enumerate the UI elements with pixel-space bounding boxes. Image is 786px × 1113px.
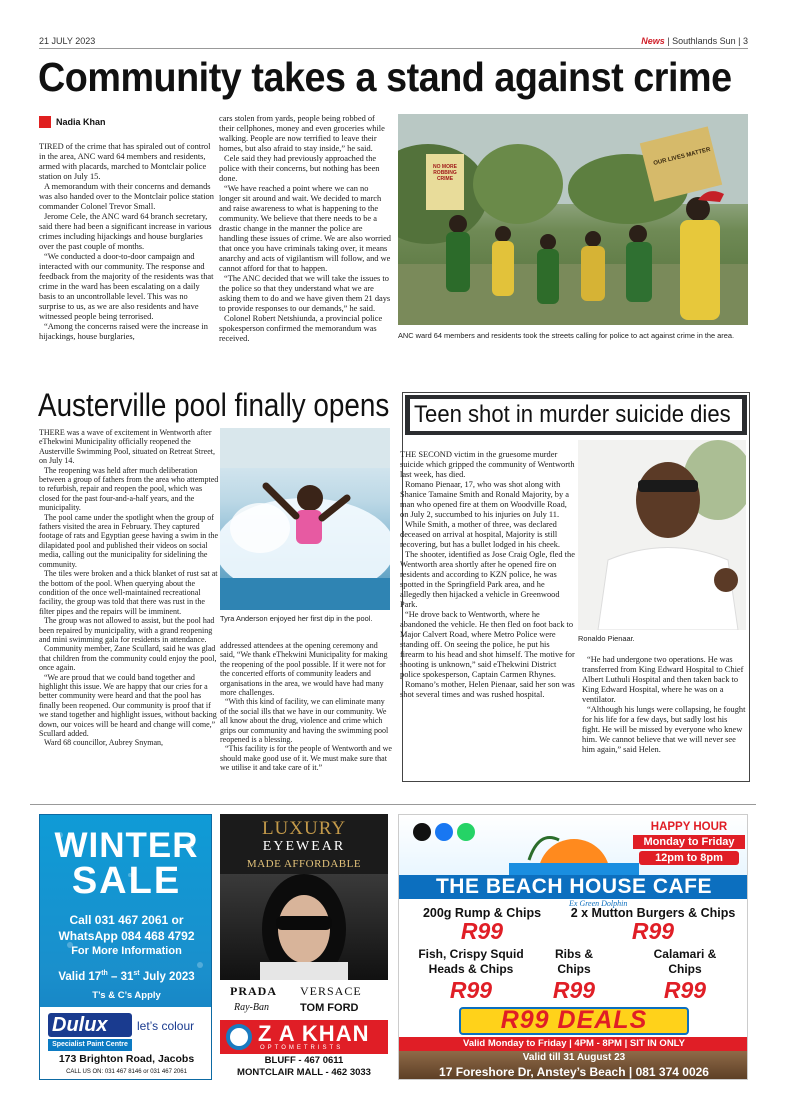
brand-rayban: Ray-Ban <box>234 1002 269 1013</box>
portrait <box>578 440 746 630</box>
paragraph: “We have reached a point where we can no longer sit around and wait. We decided to march and raise awareness to what is happening to the community. We believe that there needs to be a drastic change in the manner the police are handling these issues of crime. We are also worried that once you have criminals taking over, it means anarchy and acts of vigilantism will follow, and we cannot afford for that to happen. <box>219 184 391 273</box>
menu-item: Chips <box>557 962 591 976</box>
valid-sup: th <box>101 970 108 977</box>
dulux-tagline: let’s colour <box>137 1019 195 1033</box>
section-label: News <box>641 36 665 46</box>
paragraph: Community member, Zane Scullard, said he was glad that children from the community could enjoy the pool, once again. <box>39 644 217 673</box>
paragraph: Romano Pienaar, 17, who was shot along with Shanice Tamaine Smith and Ronald Majority, by a man who opened fire at them on Woodville Road, on July 2, succumbed to his injuries on July 11. <box>400 480 569 519</box>
pool-scene <box>220 428 390 610</box>
valid-line <box>40 970 212 983</box>
pool-caption: Tyra Anderson enjoyed her first dip in the pool. <box>220 614 373 623</box>
valid-mid: – 31 <box>107 970 134 983</box>
sale-title: SALE <box>71 860 182 902</box>
paragraph: The group was not allowed to assist, but the pool had been repaired by municipality, with a grand reopening and mini swimming gala for residents in attendance. <box>39 616 215 644</box>
teen-col2 <box>582 655 747 755</box>
paragraph: Ward 68 councillor, Aubrey Snyman, <box>44 738 164 748</box>
placard-text: OUR LIVES MATTER <box>652 147 712 167</box>
dulux-ad <box>39 814 212 1080</box>
paragraph: THE SECOND victim in the gruesome murder suicide which gripped the community of Wentworth last week, has died. <box>400 450 575 479</box>
more-info-line: For More Information <box>71 945 182 957</box>
lead-col1 <box>39 142 214 342</box>
victim-photo <box>578 440 746 630</box>
paragraph: addressed attendees at the opening ceremony and said, “We thank eThekwini Municipality for making the reopening of the pool possible. If it were not for the concerted efforts of community leaders and organisations in the area, we would have had many more challenges. <box>220 641 388 698</box>
menu-price: R99 <box>552 977 596 1003</box>
menu-item: 2 x Mutton Burgers & Chips <box>570 906 736 920</box>
happy-time: 12pm to 8pm <box>639 851 739 865</box>
montclair-phone: MONTCLAIR MALL - 462 3033 <box>237 1067 371 1078</box>
brand-tomford: TOM FORD <box>300 1002 359 1014</box>
paragraph: The tiles were broken and a thick blanket of rust sat at the bottom of the pool. When querying about the condition of the once well-maintained recreational facility, the group was told that there was rust in the filter pipes and the repairs will be imminent. <box>39 569 218 616</box>
march-caption: ANC ward 64 members and residents took the streets calling for police to act against crime in the area. <box>398 331 735 340</box>
social-facebook-icon[interactable] <box>435 823 453 841</box>
menu-price: R99 <box>663 977 707 1003</box>
menu-item: Fish, Crispy Squid <box>418 947 524 961</box>
dulux-contacts: CALL US ON: 031 467 8146 or 031 467 2061 <box>66 1069 187 1075</box>
eye-icon <box>226 1024 252 1050</box>
paragraph: While Smith, a mother of three, was declared deceased on arrival at hospital, Majority is still recovering, but has a bullet lodged in his cheek. <box>400 520 561 549</box>
menu-item: Chips <box>668 962 702 976</box>
brand-prada: PRADA <box>230 984 277 998</box>
paragraph: TIRED of the crime that has spiraled out of control in the area, ANC ward 64 members and residents, armed with placards, marched to Montclair police station on July 15. <box>39 142 211 181</box>
call-line: Call 031 467 2061 or <box>69 913 184 927</box>
teen-col1 <box>400 450 575 700</box>
paragraph: “He drove back to Wentworth, where he abandoned the vehicle. He then fled on foot back to Major Calvert Road, where Metro Police were standing off. On seeing the police, he put his firearm to his head and shot himself. The motive for shooting is unknown,” said eThekwini District police spokesperson, Captain Carmen Rhynes. <box>400 610 575 679</box>
teen-headline: Teen shot in murder suicide dies <box>414 401 731 428</box>
pool-col2 <box>220 641 392 773</box>
deals-valid: Valid Monday to Friday | 4PM - 8PM | SIT IN ONLY <box>463 1038 685 1049</box>
zakhan-sub: OPTOMETRISTS <box>260 1045 344 1051</box>
valid-prefix: Valid 17 <box>58 970 102 983</box>
paragraph: “Although his lungs were collapsing, he fought for his life for a few days, but sadly lost his fight. He will be missed by everyone who knew him. We cannot believe that we will never see him again,” said Helen. <box>582 705 746 754</box>
tcs-line: T’s & C’s Apply <box>92 990 161 1001</box>
menu-item: 200g Rump & Chips <box>422 906 542 920</box>
menu-price: R99 <box>631 918 675 944</box>
page-date: 21 JULY 2023 <box>39 36 96 46</box>
paragraph: cars stolen from yards, people being robbed of their cellphones, money and even groceries while walking. People are now terrified to leave their homes, but also afraid to stay inside,” he said. <box>219 114 385 153</box>
model-photo <box>220 874 388 980</box>
pool-col1 <box>39 428 219 748</box>
cafe-address: 17 Foreshore Dr, Anstey’s Beach | 081 374 0026 <box>439 1065 709 1079</box>
model-figure <box>220 874 388 980</box>
paragraph: Jerome Cele, the ANC ward 64 branch secretary, said there had been a significant increase in various crimes including hijackings and house burglaries over the past couple of months. <box>39 212 212 251</box>
zakhan-logo: Z A KHAN <box>258 1021 370 1046</box>
eyewear-ad <box>220 814 388 1080</box>
cafe-name: THE BEACH HOUSE CAFE <box>435 875 713 898</box>
whatsapp-line: WhatsApp 084 468 4792 <box>58 929 195 943</box>
placard-text: NO MORE ROBBING CRIME <box>433 164 457 182</box>
byline-marker <box>39 116 51 128</box>
menu-item: Heads & Chips <box>428 962 514 976</box>
ads-rule <box>30 804 756 805</box>
winter-title: WINTER <box>54 826 199 865</box>
brand-versace: VERSACE <box>300 984 362 998</box>
paragraph: “The ANC decided that we will take the issues to the police so that they understand what we are asking them to do and we have given them 21 days to provide responses to our demands,” he said. <box>219 274 391 313</box>
menu-price: R99 <box>449 977 493 1003</box>
lead-headline: Community takes a stand against crime <box>38 54 732 100</box>
dulux-address: 173 Brighton Road, Jacobs <box>58 1053 195 1065</box>
byline: Nadia Khan <box>56 117 106 127</box>
happy-days: Monday to Friday <box>633 835 745 849</box>
paragraph: “Among the concerns raised were the increase in hijackings, house burglaries, <box>39 322 208 341</box>
valid-suffix: July 2023 <box>139 970 195 983</box>
dulux-brand: Dulux <box>52 1014 108 1036</box>
valid-till: Valid till 31 August 23 <box>522 1052 626 1063</box>
pool-photo <box>220 428 390 610</box>
menu-price: R99 <box>460 918 504 944</box>
happy-hour: HAPPY HOUR <box>650 821 728 833</box>
header-rule <box>39 48 748 49</box>
march-photo <box>398 114 748 325</box>
march-scene <box>398 114 748 325</box>
victim-caption: Ronaldo Pienaar. <box>578 634 635 643</box>
menu-item: Ribs & <box>554 947 593 961</box>
paragraph: “This facility is for the people of Wentworth and we should make good use of it. We must make sure that we utilise it and take care of it.” <box>220 744 392 773</box>
paragraph: Romano’s mother, Helen Pienaar, said her son was shot several times and was rushed hospital. <box>400 680 575 699</box>
pool-headline: Austerville pool finally opens <box>38 387 390 423</box>
paragraph: “With this kind of facility, we can eliminate many of the social ills that we have in our community. We all know about the drug, violence and crime which grips our community and having the swimming pool reopened is a blessing. <box>220 697 389 745</box>
eyewear-title: EYEWEAR <box>262 839 346 854</box>
made-affordable: MADE AFFORDABLE <box>246 858 362 870</box>
paragraph: Colonel Robert Netshiunda, a provincial police spokesperson confirmed the memorandum was received. <box>219 314 383 343</box>
specialist-banner: Specialist Paint Centre <box>48 1039 132 1051</box>
paragraph: THERE was a wave of excitement in Wentworth after eThekwini Municipality officially reopened the Austerville Swimming Pool, situated on Retreat Street, on July 14. <box>39 428 215 466</box>
menu-item: Calamari & <box>653 947 717 961</box>
paragraph: Cele said they had previously approached the police with their concerns, but nothing has been done. <box>219 154 380 183</box>
page-folio <box>641 36 748 46</box>
valid-sup: st <box>133 970 140 977</box>
deals-title: R99 DEALS <box>500 1006 648 1034</box>
social-tiktok-icon[interactable] <box>413 823 431 841</box>
paragraph: The pool came under the spotlight when the group of fathers visited the area in February. They captured footage of rats and Egyptian geese having a swim in the dilapidated pool and published their videos on social media, calling out the municipality for sidelining the community. <box>39 512 219 569</box>
paragraph: “He had undergone two operations. He was transferred from King Edward Hospital to Chief Albert Luthuli Hospital and then taken back to King Edward Hospital, where he was on a ventilator. <box>582 655 744 704</box>
lead-col2 <box>219 114 391 344</box>
paragraph: “We conducted a door-to-door campaign and interacted with our community. The response and feedback from the majority of the residents was that crime in the ward has been escalating on a daily basis to an uncontrollable level. This was no surprise to us, as we are also residents and have witnessed people being terrorised. <box>39 252 214 321</box>
beach-house-ad <box>398 814 748 1080</box>
social-whatsapp-icon[interactable] <box>457 823 475 841</box>
luxury-title: LUXURY <box>261 818 347 839</box>
paragraph: “We are proud that we could band together and highlight this issue. We are happy that our cries for a better community were heard and that the pool has finally been reopened. Our community is proof that if we stand together and highlight issues, without backing down, our voices will be heard and change will come,” Scullard added. <box>39 672 217 738</box>
paragraph: A memorandum with their concerns and demands was also handed over to the Montclair police station commander Colonel Trevor Small. <box>39 182 214 211</box>
cafe-ex: Ex Green Dolphin <box>569 899 628 908</box>
paragraph: The shooter, identified as Jose Craig Ogle, fled the Wentworth area shortly after he opened fire on residents and according to KZN police, he was spotted in the Springfield Park area, and he allegedly then hijacked a vehicle in Greenwood Park. <box>400 550 575 609</box>
bluff-phone: BLUFF - 467 0611 <box>264 1055 344 1066</box>
paragraph: The reopening was held after much deliberation between a group of fathers from the area who attempted to refurbish, repair and reopen the pool, which was closed for the past four-and-a-half years, and the municipality. <box>39 465 219 513</box>
publication-label: | Southlands Sun | 3 <box>664 36 748 46</box>
